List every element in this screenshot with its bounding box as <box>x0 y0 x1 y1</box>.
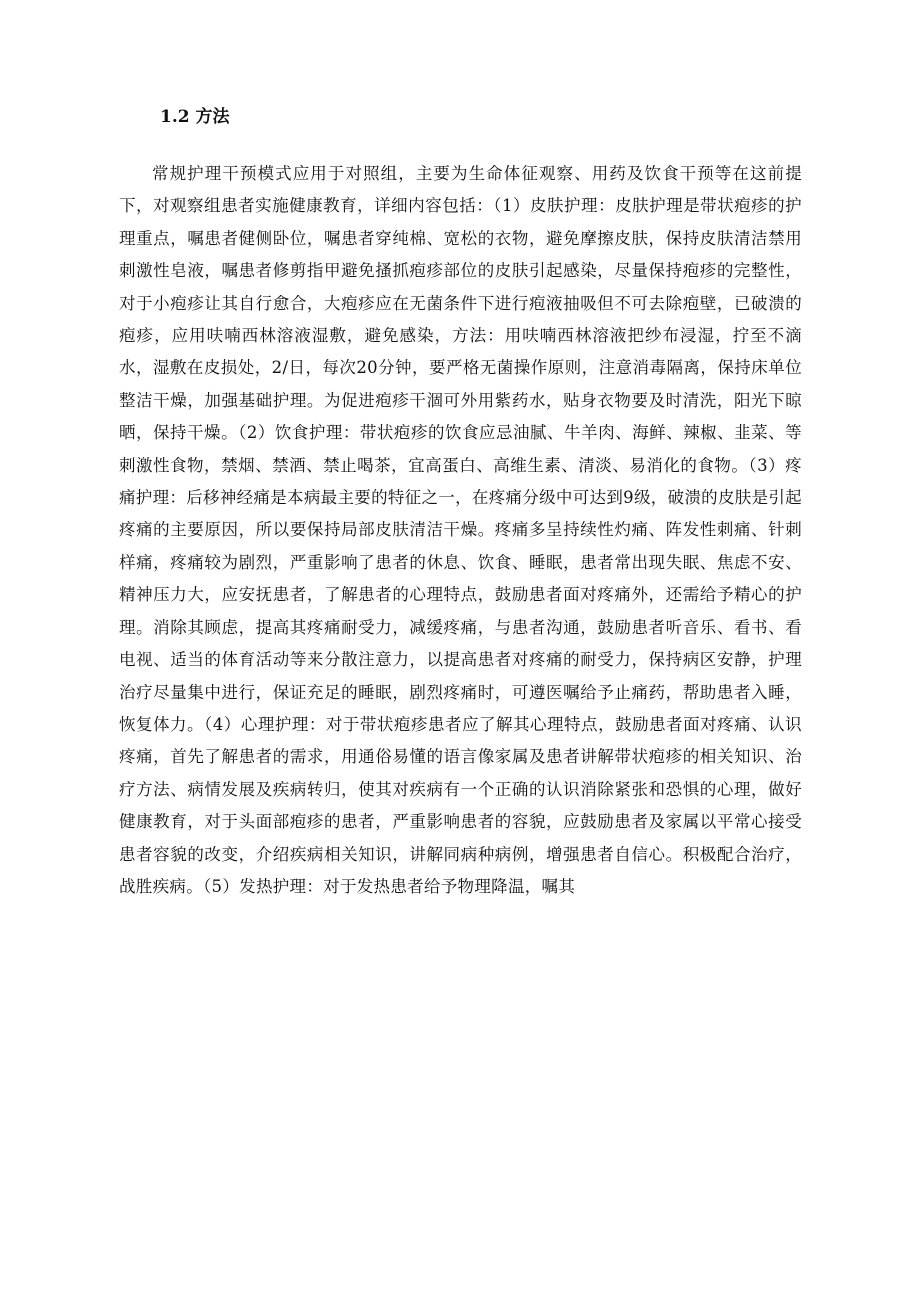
section-heading: 1.2 方法 <box>160 107 230 127</box>
section-body-paragraph: 常规护理干预模式应用于对照组，主要为生命体征观察、用药及饮食干预等在这前提下，对观察组患者实施健康教育，详细内容包括：（1）皮肤护理：皮肤护理是带状疱疹的护理重点，嘱患者健侧卧位，嘱患者穿纯棉、宽松的衣物，避免摩擦皮肤，保持皮肤清洁禁用刺激性皂液，嘱患者修剪指甲避免搔抓疱疹部位的皮肤引起感染，尽量保持疱疹的完整性，对于小疱疹让其自行愈合，大疱疹应在无菌条件下进行疱液抽吸但不可去除疱壁，已破溃的疱疹，应用呋喃西林溶液湿敷，避免感染，方法：用呋喃西林溶液把纱布浸湿，拧至不滴水，湿敷在皮损处，2/日，每次20分钟，要严格无菌操作原则，注意消毒隔离，保持床单位整洁干燥，加强基础护理。为促进疱疹干涸可外用紫药水，贴身衣物要及时清洗，阳光下晾晒，保持干燥。（2）饮食护理：带状疱疹的饮食应忌油腻、牛羊肉、海鲜、辣椒、韭菜、等刺激性食物，禁烟、禁酒、禁止喝茶，宜高蛋白、高维生素、清淡、易消化的食物。（3）疼痛护理：后移神经痛是本病最主要的特征之一，在疼痛分级中可达到9级，破溃的皮肤是引起疼痛的主要原因，所以要保持局部皮肤清洁干燥。疼痛多呈持续性灼痛、阵发性刺痛、针刺样痛，疼痛较为剧烈，严重影响了患者的休息、饮食、睡眠，患者常出现失眠、焦虑不安、精神压力大，应安抚患者，了解患者的心理特点，鼓励患者面对疼痛外，还需给予精心的护理。消除其顾虑，提高其疼痛耐受力，减缓疼痛，与患者沟通，鼓励患者听音乐、看书、看电视、适当的体育活动等来分散注意力，以提高患者对疼痛的耐受力，保持病区安静，护理治疗尽量集中进行，保证充足的睡眠，剧烈疼痛时，可遵医嘱给予止痛药，帮助患者入睡，恢复体力。（4）心理护理：对于带状疱疹患者应了解其心理特点，鼓励患者面对疼痛、认识疼痛，首先了解患者的需求，用通俗易懂的语言像家属及患者讲解带状疱疹的相关知识、治疗方法、病情发展及疾病转归，使其对疾病有一个正确的认识消除紧张和恐惧的心理，做好健康教育，对于头面部疱疹的患者，严重影响患者的容貌，应鼓励患者及家属以平常心接受患者容貌的改变，介绍疾病相关知识，讲解同病种病例，增强患者自信心。积极配合治疗，战胜疾病。（5）发热护理：对于发热患者给予物理降温，嘱其 <box>119 164 802 896</box>
